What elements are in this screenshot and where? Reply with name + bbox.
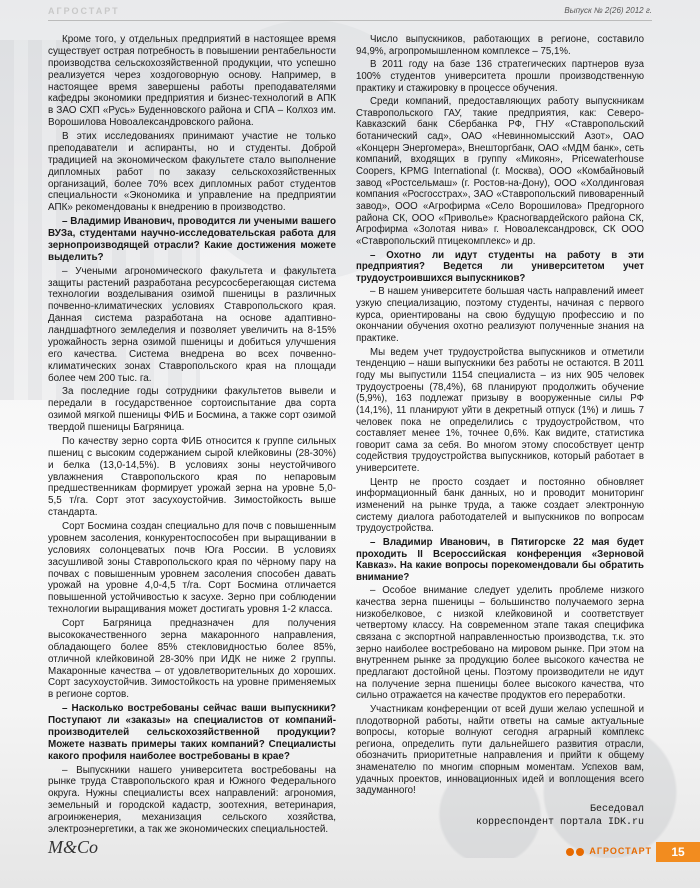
publisher-logo: M&Co [48, 837, 99, 857]
left-column [48, 34, 336, 838]
article-paragraph: По качеству зерно сорта ФИБ относится к группе сильных пшениц с высоким содержанием сырой клейковины (28-30%) и белка (13,0-14,5%). В условиях зоны неустойчивого увлажнения Ставропольского края по непаровым предшественникам формирует урожай зерна на уровне 5,0-5,5 т/га. Сорт этот засухоустойчив. Зимостойкость выше стандарта. [48, 435, 336, 519]
article-paragraph: В этих исследованиях принимают участие не только преподаватели и аспиранты, но и студенты. Доброй традицией на экономическом факультете стало выполнение дипломных работ по заказу сельскохозяйственных организаций, более 70% всех дипломных работ студентов специальности «Экономика и управление на предприятии АПК» рекомендованы к внедрению в производство. [48, 131, 336, 214]
article-paragraph: Сорт Багряница предназначен для получения высококачественного зерна макаронного направления, обладающего более 85% стекловидностью более 85%, отличной клейковиной 28-30% при ИДК не ниже 2 группы. Макаронные качества – от удовлетворительных до хороших. Сорт засухоустойчив. Зимостойкость на уровне применяемых в регионе сортов. [48, 618, 336, 701]
signature [356, 803, 644, 829]
brand-dot-icon [566, 848, 574, 856]
article-paragraph: Число выпускников, работающих в регионе, составило 94,9%, агропромышленном комплексе – 75,1%. [356, 34, 644, 57]
brand-dot-icon [576, 848, 584, 856]
article-paragraph: За последние годы сотрудники факультетов вывели и передали в государственное сортоиспытание два сорта озимой мягкой пшеницы ФИБ и Босмина, а также сорт озимой твердой пшеницы Багряница. [48, 386, 336, 433]
article-paragraph: – Особое внимание следует уделить проблеме низкого качества зерна пшеницы – большинство получаемого зерна низкобелковое, с низкой клейковиной и соответствует четвертому классу. На современном этапе такая специфика связана с экспортной направленностью производства, т.к. это зерно наиболее востребовано на мировом рынке. При этом на внутреннем рынке за продукцию более высокого качества не предлагают достойной цены. Поэтому производители не идут на получение зерна пшеницы более высокого качества, что сильно отражается на качестве продуктов его переработки. [356, 585, 644, 702]
article-paragraph: В 2011 году на базе 136 стратегических партнеров вуза 100% студентов университета прошли производственную практику и стажировку в процессе обучения. [356, 59, 644, 94]
header-divider [48, 20, 652, 21]
brand-label: АГРОСТАРТ [589, 846, 652, 856]
article-paragraph: – В нашем университете большая часть направлений имеет узкую специализацию, поэтому студенты, начиная с первого курса, ориентированы на свою будущую профессию и по окончании обучения охотно реализуют полученные знания на практике. [356, 286, 644, 345]
article-paragraph: Участникам конференции от всей души желаю успешной и плодотворной работы, найти ответы на самые актуальные вопросы, которые волнуют сегодня аграрный комплекс региона, определить пути дальнейшего развития отрасли, обозначить приоритетные направления и прийти к общему знаменателю по многим спорным моментам. Успехов вам, удачных проектов, инновационных идей и воплощения всего задуманного! [356, 703, 644, 797]
signature-line: корреспондент портала IDK.ru [475, 817, 644, 828]
interview-question: – Охотно ли идут студенты на работу в эти предприятия? Ведется ли университетом учет трудоустроившихся выпускников? [356, 249, 644, 284]
article-paragraph: Сорт Босмина создан специально для почв с повышенным уровнем засоления, конкурентоспособен при выращивании в условиях солонцеватых почв Юга России. В условиях засушливой зоны Ставропольского края по чёрному пару на почвах с повышенным уровнем засоления способен давать урожай на уровне 4,0-4,5 т/га. Сорт Босмина отличается повышенной устойчивостью к засухе. Зерно при соблюдении технологии выращивания может достигать уровня 1-2 класса. [48, 521, 336, 616]
article-paragraph: Мы ведем учет трудоустройства выпускников и отметили тенденцию – наши выпускники без работы не остаются. В 2011 году мы выпустили 1154 специалиста – из них 905 человек трудоустроены (78,4%), 68 планируют продолжить обучение (5,9%), 163 подлежат призыву в вооруженные силы РФ (14,1%), 11 планируют уйти в декретный отпуск (1%) и лишь 7 человек пока не определились с трудоустройством, что составляет менее 1%, точнее 0,6%. Как видите, статистика говорит сама за себя. Во многом этому способствует центр содействия трудоустройства выпускников, который работает в университете. [356, 346, 644, 475]
article-paragraph: – Учеными агрономического факультета и факультета защиты растений разработана ресурсосберегающая система технологии возделывания озимой пшеницы в различных почвенно-климатических условиях Ставропольского края. Данная система разработана на основе адаптивно-ландшафтного земледелия и позволяет увеличить на 8-15% урожайность зерна озимой пшеницы и добиться улучшения его качества. Система внедрена во всех почвенно-климатических зонах Ставропольского края на площади более чем 200 тыс. га. [48, 265, 336, 384]
interview-question: – Насколько востребованы сейчас ваши выпускники? Поступают ли «заказы» на специалистов от компаний-производителей сельскохозяйственной продукции? Можете назвать примеры таких компаний? Специалисты какого профиля наиболее востребованы в крае? [48, 703, 336, 762]
interview-question: – Владимир Иванович, в Пятигорске 22 мая будет проходить II Всероссийская конференция «Зерновой Кавказ». На какие вопросы порекомендовали бы обратить внимание? [356, 536, 644, 583]
right-column [356, 34, 644, 829]
header-logo: АГРОСТАРТ [48, 6, 120, 16]
article-paragraph: – Выпускники нашего университета востребованы на рынке труда Ставропольского края и Южного Федерального округа. Нужны специалисты всех направлений: агрономия, земельный и городской кадастр, зоотехния, ветеринария, агроинженерия, механизация сельского хозяйства, электроэнергетики, а так же экономических специальностей. [48, 764, 336, 835]
page-number: 15 [656, 842, 700, 862]
article-paragraph: Центр не просто создает и постоянно обновляет информационный банк данных, но и проводит мониторинг изменений на рынке труда, а также создает электронную систему диалога работодателей и выпускников по вопросам трудоустройства. [356, 476, 644, 535]
interview-question: – Владимир Иванович, проводится ли учеными вашего ВУЗа, студентами научно-исследовательская работа для зернопроизводящей отрасли? Какие достижения можете выделить? [48, 216, 336, 263]
article-paragraph: Кроме того, у отдельных предприятий в настоящее время существует острая потребность в повышении рентабельности производства сельскохозяйственной продукции, что успешно реализуется через хоздоговорную основу. Например, в настоящее время завершены работы преподавателями кафедры экономики предприятия и бизнес-технологий в АПК в ЗАО СХП «Русь» Буденновского района и СПА – Колхоз им. Ворошилова Новоалександровского района. [48, 34, 336, 129]
article-paragraph: Среди компаний, предоставляющих работу выпускникам Ставропольского ГАУ, такие предприятия, как: Северо-Кавказский банк Сбербанка РФ, ГНУ «Ставропольский ботанический сад», ОАО «Невинномысский Азот», ОАО «Концерн Энергомера», Внешторгбанк, ОАО «МДМ банк», сеть компаний, входящих в группу «Микоян», Pricewaterhouse Coopers, KPMG International (г. Москва), ООО «Комбайновый завод «Ростсельмаш» (г. Ростов-на-Дону), ООО «Холдинговая компания «Росгосстрах», ЗАО «Ставропольский пивоваренный завод», ООО «Агрофирма «Село Ворошилова» Предгорного района СК, ООО «Приволье» Красногвардейского района СК, Агрофирма «Золотая нива» г. Новоалександровск, СК ООО «Ставропольский птицекомплекс» и др. [356, 96, 644, 247]
issue-label: Выпуск № 2(26) 2012 г. [564, 6, 652, 15]
signature-line: Беседовал [589, 804, 644, 815]
brand-logo [566, 846, 652, 856]
